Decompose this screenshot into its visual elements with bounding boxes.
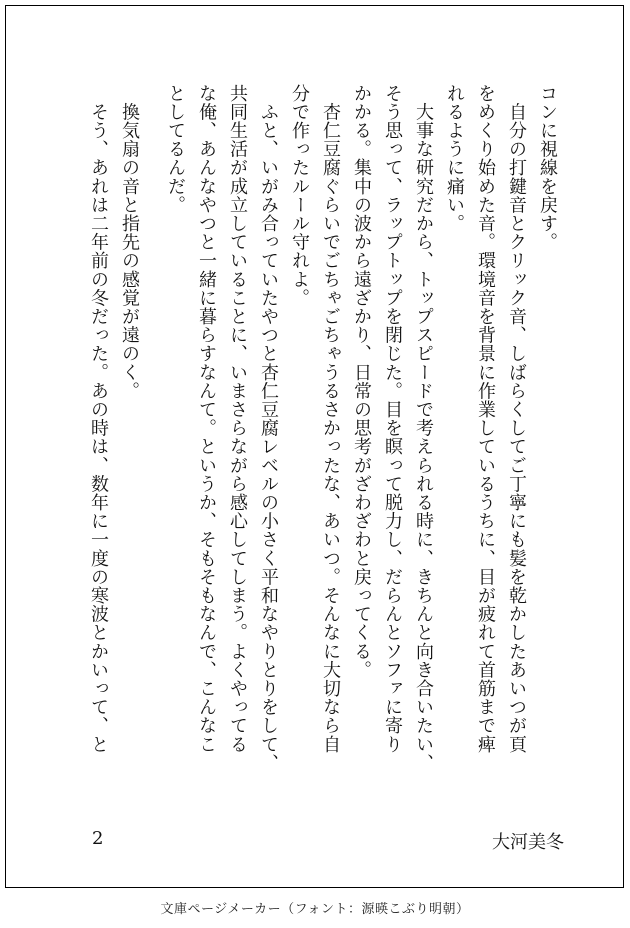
text-line: 杏仁豆腐ぐらいでごちゃごちゃうるさかったな、あいつ。そんなに大切なら自 xyxy=(320,84,341,754)
book-page xyxy=(5,5,624,888)
text-line: をめくり始めた音。環境音を背景に作業しているうちに、目が疲れて首筋まで痺 xyxy=(475,84,496,754)
text-line: 換気扇の音と指先の感覚が遠のく。 xyxy=(119,84,140,401)
text-line: としてるんだ。 xyxy=(165,84,186,215)
page-number: 2 xyxy=(92,828,104,849)
text-line: かかる。集中の波から遠ざかり、日常の思考がざわざわと戻ってくる。 xyxy=(351,84,372,680)
text-line: ふと、いがみ合っていたやつと杏仁豆腐レベルの小さく平和なやりとりをして、 xyxy=(258,84,279,773)
author-name: 大河美冬 xyxy=(492,832,564,853)
text-line: 共同生活が成立していることに、いまさらながら感心してしまう。よくやってる xyxy=(227,84,248,754)
text-line: そう、あれは二年前の冬だった。あの時は、数年に一度の寒波とかいって、と xyxy=(88,84,109,754)
text-line: 分で作ったルール守れよ。 xyxy=(289,84,310,308)
text-line: 大事な研究だから、トップスピードで考えられる時に、きちんと向き合いたい、 xyxy=(413,84,434,773)
text-line: 自分の打鍵音とクリック音、しばらくしてご丁寧にも髪を乾かしたあいつが頁 xyxy=(506,84,527,754)
footer-caption: 文庫ページメーカー（フォント：源暎こぶり明朝） xyxy=(160,902,470,917)
text-line: コンに視線を戻す。 xyxy=(537,84,558,252)
text-line: れるように痛い。 xyxy=(444,84,465,233)
text-line: そう思って、ラップトップを閉じた。目を瞑って脱力し、だらんとソファに寄り xyxy=(382,84,403,754)
body-text xyxy=(6,6,623,887)
text-line: な俺、あんなやつと一緒に暮らすなんて。というか、そもそもなんで、こんなこ xyxy=(196,84,217,754)
